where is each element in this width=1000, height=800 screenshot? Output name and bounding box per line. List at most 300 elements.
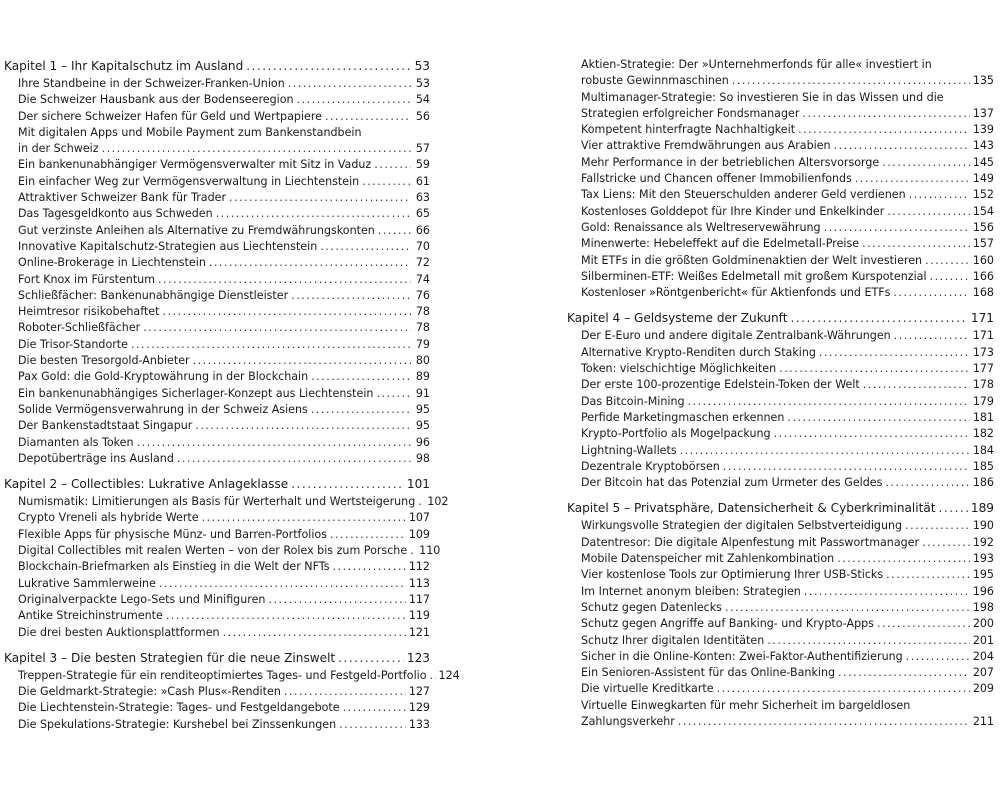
toc-entry <box>4 304 430 320</box>
toc-entry <box>567 616 994 632</box>
toc-chapter-heading <box>4 57 430 76</box>
dot-leader <box>320 239 411 255</box>
toc-entry <box>4 608 430 624</box>
page-number: 186 <box>972 476 994 490</box>
dot-leader <box>410 543 416 559</box>
entry-title: Die virtuelle Kreditkarte <box>581 682 714 696</box>
dot-leader <box>162 304 411 320</box>
dot-leader <box>725 600 970 616</box>
toc-entry <box>4 272 430 288</box>
dot-leader <box>922 535 970 551</box>
page-number: 78 <box>415 321 430 335</box>
dot-leader <box>418 494 424 510</box>
dot-leader <box>343 700 406 716</box>
toc-entry <box>4 435 430 451</box>
page-number: 57 <box>415 142 430 156</box>
toc-entry <box>567 106 994 122</box>
entry-title: Flexible Apps für physische Münz- und Barren-Portfolios <box>18 527 327 541</box>
toc-entry-continued: Virtuelle Einwegkarten für mehr Sicherheit im bargeldlosen <box>581 698 911 712</box>
toc-entry <box>567 285 994 301</box>
chapter-title: Kapitel 2 – Collectibles: Lukrative Anlageklasse <box>4 477 289 492</box>
toc-entry <box>567 187 994 203</box>
dot-leader <box>177 451 411 467</box>
toc-entry-continued: Multimanager-Strategie: So investieren Sie in das Wissen und die <box>581 90 944 104</box>
toc-entry <box>567 600 994 616</box>
toc-entry <box>567 426 994 442</box>
dot-leader <box>339 717 406 733</box>
dot-leader <box>939 499 968 518</box>
toc-entry <box>4 592 430 608</box>
page-number: 89 <box>415 370 430 384</box>
entry-title: Solide Vermögensverwahrung in der Schweiz Asiens <box>18 402 308 416</box>
toc-entry <box>567 171 994 187</box>
chapter-title: Kapitel 4 – Geldsysteme der Zukunft <box>567 311 788 326</box>
dot-leader <box>893 285 969 301</box>
page-number: 182 <box>972 427 994 441</box>
page-number: 145 <box>972 155 994 169</box>
entry-title: Kostenloses Golddepot für Ihre Kinder und Enkelkinder <box>581 204 885 218</box>
entry-title: Treppen-Strategie für ein renditeoptimiertes Tages- und Festgeld-Portfolio <box>18 668 427 682</box>
dot-leader <box>798 122 970 138</box>
dot-leader <box>102 141 411 157</box>
dot-leader <box>802 106 969 122</box>
dot-leader <box>680 443 970 459</box>
toc-entry <box>4 527 430 543</box>
toc-entry-continued: Mit digitalen Apps und Mobile Payment zum Bankenstandbein <box>18 125 362 139</box>
page-number: 171 <box>970 311 994 326</box>
entry-title: Ein bankenunabhängiges Sicherlager-Konzept aus Liechtenstein <box>18 386 374 400</box>
toc-entry <box>567 475 994 491</box>
dot-leader <box>131 337 411 353</box>
page-number: 157 <box>972 237 994 251</box>
dot-leader <box>838 665 970 681</box>
page-number: 78 <box>415 305 430 319</box>
toc-entry <box>4 109 430 125</box>
toc-entry <box>567 328 994 344</box>
page-number: 96 <box>415 435 430 449</box>
toc-entry <box>567 714 994 730</box>
page-number: 181 <box>972 410 994 424</box>
toc-entry <box>4 510 430 526</box>
dot-leader <box>430 668 436 684</box>
dot-leader <box>195 418 411 434</box>
toc-entry <box>567 269 994 285</box>
entry-title: Antike Streichinstrumente <box>18 609 163 623</box>
dot-leader <box>678 714 970 730</box>
dot-leader <box>378 223 411 239</box>
page-number: 149 <box>972 172 994 186</box>
page-number: 177 <box>972 362 994 376</box>
page-number: 189 <box>970 501 994 516</box>
entry-title: Im Internet anonym bleiben: Strategien <box>581 584 801 598</box>
page-number: 53 <box>414 59 430 73</box>
entry-title: Der E-Euro und andere digitale Zentralbank-Währungen <box>581 329 891 343</box>
toc-entry-continued: Aktien-Strategie: Der »Unternehmerfonds für alle« investiert in <box>581 58 932 71</box>
dot-leader <box>774 426 970 442</box>
dot-leader <box>855 171 970 187</box>
entry-title: Kostenloser »Röntgenbericht« für Aktienfonds und ETFs <box>581 286 891 300</box>
page-number: 79 <box>415 337 430 351</box>
toc-entry <box>4 92 430 108</box>
entry-title: Fallstricke und Chancen offener Immobilienfonds <box>581 172 852 186</box>
dot-leader <box>158 272 411 288</box>
toc-entry <box>4 337 430 353</box>
entry-title: Sicher in die Online-Konten: Zwei-Faktor-Authentifizierung <box>581 649 903 663</box>
dot-leader <box>291 288 411 304</box>
entry-title: Das Tagesgeldkonto aus Schweden <box>18 207 213 221</box>
toc-entry <box>4 717 430 733</box>
entry-title: Alternative Krypto-Renditen durch Staking <box>581 345 816 359</box>
dot-leader <box>288 76 411 92</box>
entry-title: Gold: Renaissance als Weltreservewährung <box>581 220 821 234</box>
toc-right-column <box>567 57 994 730</box>
dot-leader <box>804 584 970 600</box>
dot-leader <box>787 410 969 426</box>
toc-entry <box>567 633 994 649</box>
entry-title: Lightning-Wallets <box>581 443 677 457</box>
page-number: 102 <box>427 495 449 509</box>
toc-entry <box>4 451 430 467</box>
page-number: 127 <box>408 685 430 699</box>
page-number: 185 <box>972 459 994 473</box>
page-number: 95 <box>415 419 430 433</box>
page-number: 211 <box>972 714 994 728</box>
page-number: 171 <box>972 329 994 343</box>
entry-title: Blockchain-Briefmarken als Einstieg in die Welt der NFTs <box>18 560 330 574</box>
entry-title: Schutz gegen Datenlecks <box>581 600 722 614</box>
toc-entry <box>4 288 430 304</box>
dot-leader <box>330 527 406 543</box>
page-number: 179 <box>972 394 994 408</box>
dot-leader <box>291 475 404 494</box>
entry-title: Gut verzinste Anleihen als Alternative zu Fremdwährungskonten <box>18 223 375 237</box>
entry-title: Attraktiver Schweizer Bank für Trader <box>18 191 227 205</box>
page-number: 139 <box>972 123 994 137</box>
toc-entry <box>567 649 994 665</box>
page-number: 190 <box>972 519 994 533</box>
toc-entry <box>4 494 449 510</box>
page-number: 66 <box>415 223 430 237</box>
entry-title: Mobile Datenspeicher mit Zahlenkombination <box>581 552 835 566</box>
page-number: 65 <box>415 207 430 221</box>
page-number: 72 <box>415 256 430 270</box>
page-number: 193 <box>972 552 994 566</box>
entry-title: Silberminen-ETF: Weißes Edelmetall mit großem Kurspotenzial <box>581 269 927 283</box>
page-number: 95 <box>415 402 430 416</box>
toc-chapter-heading <box>567 499 994 518</box>
dot-leader <box>688 394 970 410</box>
dot-leader <box>223 625 406 641</box>
entry-title: Heimtresor risikobehaftet <box>18 305 160 319</box>
toc-entry <box>567 345 994 361</box>
dot-leader <box>877 616 970 632</box>
toc-entry <box>567 584 994 600</box>
dot-leader <box>284 684 406 700</box>
toc-entry <box>567 138 994 154</box>
page-number: 173 <box>972 345 994 359</box>
toc-entry <box>4 76 430 92</box>
dot-leader <box>143 320 411 336</box>
page-number: 135 <box>972 74 994 88</box>
toc-entry <box>567 681 994 697</box>
dot-leader <box>862 236 970 252</box>
entry-title: Token: vielschichtige Möglichkeiten <box>581 362 777 376</box>
page-number: 204 <box>972 649 994 663</box>
page-number: 198 <box>972 600 994 614</box>
page-number: 209 <box>972 682 994 696</box>
entry-title: Die Liechtenstein-Strategie: Tages- und Festgeldangebote <box>18 701 340 715</box>
dot-leader <box>229 190 411 206</box>
toc-chapter-heading <box>4 475 430 494</box>
toc-entry <box>4 369 430 385</box>
entry-title: Perfide Marketingmaschen erkennen <box>581 410 785 424</box>
entry-title: Fort Knox im Fürstentum <box>18 272 156 286</box>
page-number: 107 <box>408 511 430 525</box>
entry-title: Schutz gegen Angriffe auf Banking- und Krypto-Apps <box>581 617 874 631</box>
toc-entry <box>567 204 994 220</box>
page-number: 59 <box>415 158 430 172</box>
page-number: 112 <box>408 560 430 574</box>
dot-leader <box>882 155 970 171</box>
entry-title: Roboter-Schließfächer <box>18 321 141 335</box>
dot-leader <box>362 174 411 190</box>
toc-entry <box>4 576 430 592</box>
toc-entry <box>4 386 430 402</box>
dot-leader <box>819 345 970 361</box>
dot-leader <box>767 633 970 649</box>
toc-entry <box>4 625 430 641</box>
entry-title: Mehr Performance in der betrieblichen Altersvorsorge <box>581 155 880 169</box>
dot-leader <box>723 459 970 475</box>
dot-leader <box>894 328 970 344</box>
entry-title: Numismatik: Limitierungen als Basis für Werterhalt und Wertsteigerung <box>18 495 416 509</box>
dot-leader <box>338 649 404 668</box>
page-number: 109 <box>408 527 430 541</box>
page-number: 80 <box>415 354 430 368</box>
entry-title: Ein bankenunabhängiger Vermögensverwalter mit Sitz in Vaduz <box>18 158 372 172</box>
entry-title: Ein einfacher Weg zur Vermögensverwaltung in Liechtenstein <box>18 174 360 188</box>
dot-leader <box>374 157 411 173</box>
page-number: 101 <box>406 477 430 492</box>
page-number: 53 <box>415 77 430 90</box>
entry-title: Vier attraktive Fremdwährungen aus Arabien <box>581 139 831 153</box>
toc-entry <box>4 543 441 559</box>
entry-title: Vier kostenlose Tools zur Optimierung Ihrer USB-Sticks <box>581 568 884 582</box>
dot-leader <box>297 92 411 108</box>
page-number: 143 <box>972 139 994 153</box>
entry-title: Datentresor: Die digitale Alpenfestung mit Passwortmanager <box>581 535 920 549</box>
entry-title: Wirkungsvolle Strategien der digitalen Selbstverteidigung <box>581 519 903 533</box>
entry-title: Mit ETFs in die größten Goldminenaktien der Welt investieren <box>581 253 923 267</box>
dot-leader <box>311 402 411 418</box>
page-number: 61 <box>415 174 430 188</box>
dot-leader <box>779 361 970 377</box>
toc-entry <box>4 402 430 418</box>
dot-leader <box>824 220 970 236</box>
entry-title: Digital Collectibles mit realen Werten – von der Rolex bis zum Porsche <box>18 544 408 558</box>
page-number: 207 <box>972 666 994 680</box>
toc-entry <box>4 353 430 369</box>
entry-title: Innovative Kapitalschutz-Strategien aus Liechtenstein <box>18 239 318 253</box>
entry-title: Crypto Vreneli als hybride Werte <box>18 511 199 525</box>
dot-leader <box>885 475 969 491</box>
page-number: 54 <box>415 93 430 107</box>
dot-leader <box>886 567 970 583</box>
entry-title: Pax Gold: die Gold-Kryptowährung in der Blockchain <box>18 370 309 384</box>
page-number: 200 <box>972 617 994 631</box>
toc-entry <box>4 255 430 271</box>
entry-title: in der Schweiz <box>18 142 99 156</box>
entry-title: Schutz Ihrer digitalen Identitäten <box>581 633 765 647</box>
dot-leader <box>732 73 970 89</box>
entry-title: Ihre Standbeine in der Schweizer-Franken-Union <box>18 77 285 90</box>
toc-entry <box>567 253 994 269</box>
dot-leader <box>209 255 411 271</box>
toc-chapter-heading <box>567 309 994 328</box>
page-number: 160 <box>972 253 994 267</box>
toc-entry <box>4 684 430 700</box>
toc-entry <box>4 700 430 716</box>
toc-entry <box>567 665 994 681</box>
toc-entry <box>4 206 430 222</box>
toc-entry <box>567 410 994 426</box>
page-number: 117 <box>408 592 430 606</box>
chapter-title: Kapitel 3 – Die besten Strategien für die neue Zinswelt <box>4 650 336 665</box>
toc-entry <box>567 567 994 583</box>
dot-leader <box>166 608 406 624</box>
entry-title: robuste Gewinnmaschinen <box>581 74 729 88</box>
page-number: 129 <box>408 701 430 715</box>
page-number: 154 <box>972 204 994 218</box>
dot-leader <box>216 206 411 222</box>
toc-entry <box>4 239 430 255</box>
page-number: 133 <box>408 717 430 731</box>
chapter-title: Kapitel 1 – Ihr Kapitalschutz im Ausland <box>4 59 244 73</box>
toc-entry <box>4 157 430 173</box>
dot-leader <box>837 551 970 567</box>
page-number: 110 <box>419 544 441 558</box>
toc-entry <box>4 190 430 206</box>
entry-title: Online-Brokerage in Liechtenstein <box>18 256 206 270</box>
dot-leader <box>268 592 405 608</box>
entry-title: Die Trisor-Standorte <box>18 337 128 351</box>
dot-leader <box>246 57 411 76</box>
toc-entry <box>567 377 994 393</box>
toc-entry <box>567 443 994 459</box>
dot-leader <box>333 559 406 575</box>
entry-title: Die Spekulations-Strategie: Kurshebel bei Zinssenkungen <box>18 717 337 731</box>
page-number: 74 <box>415 272 430 286</box>
page-number: 124 <box>438 668 460 682</box>
page-number: 76 <box>415 288 430 302</box>
toc-chapter-heading <box>4 649 430 668</box>
page-number: 113 <box>408 576 430 590</box>
toc-entry <box>567 361 994 377</box>
page-number: 119 <box>408 609 430 623</box>
toc-left-column <box>4 57 460 733</box>
page-number: 63 <box>415 191 430 205</box>
page-number: 196 <box>972 584 994 598</box>
page-number: 56 <box>415 109 430 123</box>
dot-leader <box>906 649 970 665</box>
entry-title: Zahlungsverkehr <box>581 714 675 728</box>
dot-leader <box>905 518 970 534</box>
dot-leader <box>925 253 970 269</box>
entry-title: Depotüberträge ins Ausland <box>18 451 174 465</box>
entry-title: Originalverpackte Lego-Sets und Minifiguren <box>18 592 266 606</box>
dot-leader <box>325 109 411 125</box>
entry-title: Schließfächer: Bankenunabhängige Dienstleister <box>18 288 289 302</box>
page-number: 184 <box>972 443 994 457</box>
toc-entry <box>4 320 430 336</box>
entry-title: Lukrative Sammlerweine <box>18 576 156 590</box>
entry-title: Strategien erfolgreicher Fondsmanager <box>581 106 800 120</box>
dot-leader <box>311 369 411 385</box>
dot-leader <box>834 138 970 154</box>
toc-entry <box>567 394 994 410</box>
toc-entry <box>567 518 994 534</box>
page-number: 152 <box>972 188 994 202</box>
page-number: 91 <box>415 386 430 400</box>
toc-entry <box>4 141 430 157</box>
dot-leader <box>717 681 970 697</box>
entry-title: Kompetent hinterfragte Nachhaltigkeit <box>581 123 796 137</box>
entry-title: Krypto-Portfolio als Mogelpackung <box>581 427 771 441</box>
dot-leader <box>202 510 406 526</box>
entry-title: Die besten Tresorgold-Anbieter <box>18 354 190 368</box>
toc-entry <box>567 122 994 138</box>
entry-title: Dezentrale Kryptobörsen <box>581 459 720 473</box>
toc-entry <box>567 236 994 252</box>
page-number: 137 <box>972 106 994 120</box>
toc-entry <box>4 559 430 575</box>
page-number: 201 <box>972 633 994 647</box>
entry-title: Diamanten als Token <box>18 435 134 449</box>
entry-title: Tax Liens: Mit den Steuerschulden anderer Geld verdienen <box>581 188 906 202</box>
dot-leader <box>887 204 970 220</box>
dot-leader <box>909 187 970 203</box>
page-number: 98 <box>415 451 430 465</box>
page-number: 70 <box>415 239 430 253</box>
page-number: 195 <box>972 568 994 582</box>
page-number: 123 <box>406 650 430 665</box>
toc-entry <box>4 174 430 190</box>
entry-title: Die drei besten Auktionsplattformen <box>18 625 220 639</box>
page-number: 121 <box>408 625 430 639</box>
entry-title: Die Geldmarkt-Strategie: »Cash Plus«-Renditen <box>18 685 281 699</box>
entry-title: Der erste 100-prozentige Edelstein-Token der Welt <box>581 378 860 392</box>
chapter-title: Kapitel 5 – Privatsphäre, Datensicherheit & Cyberkriminalität <box>567 501 936 516</box>
page-number: 156 <box>972 220 994 234</box>
toc-entry <box>567 459 994 475</box>
dot-leader <box>790 309 967 328</box>
dot-leader <box>159 576 406 592</box>
toc-entry <box>567 535 994 551</box>
dot-leader <box>137 435 411 451</box>
entry-title: Das Bitcoin-Mining <box>581 394 685 408</box>
toc-entry <box>4 418 430 434</box>
toc-entry <box>567 220 994 236</box>
dot-leader <box>863 377 970 393</box>
entry-title: Der sichere Schweizer Hafen für Geld und Wertpapiere <box>18 109 322 123</box>
dot-leader <box>930 269 970 285</box>
entry-title: Minenwerte: Hebeleffekt auf die Edelmetall-Preise <box>581 237 860 251</box>
page-number: 166 <box>972 269 994 283</box>
toc-entry <box>567 155 994 171</box>
dot-leader <box>193 353 411 369</box>
page-number: 178 <box>972 378 994 392</box>
page-number: 168 <box>972 286 994 300</box>
